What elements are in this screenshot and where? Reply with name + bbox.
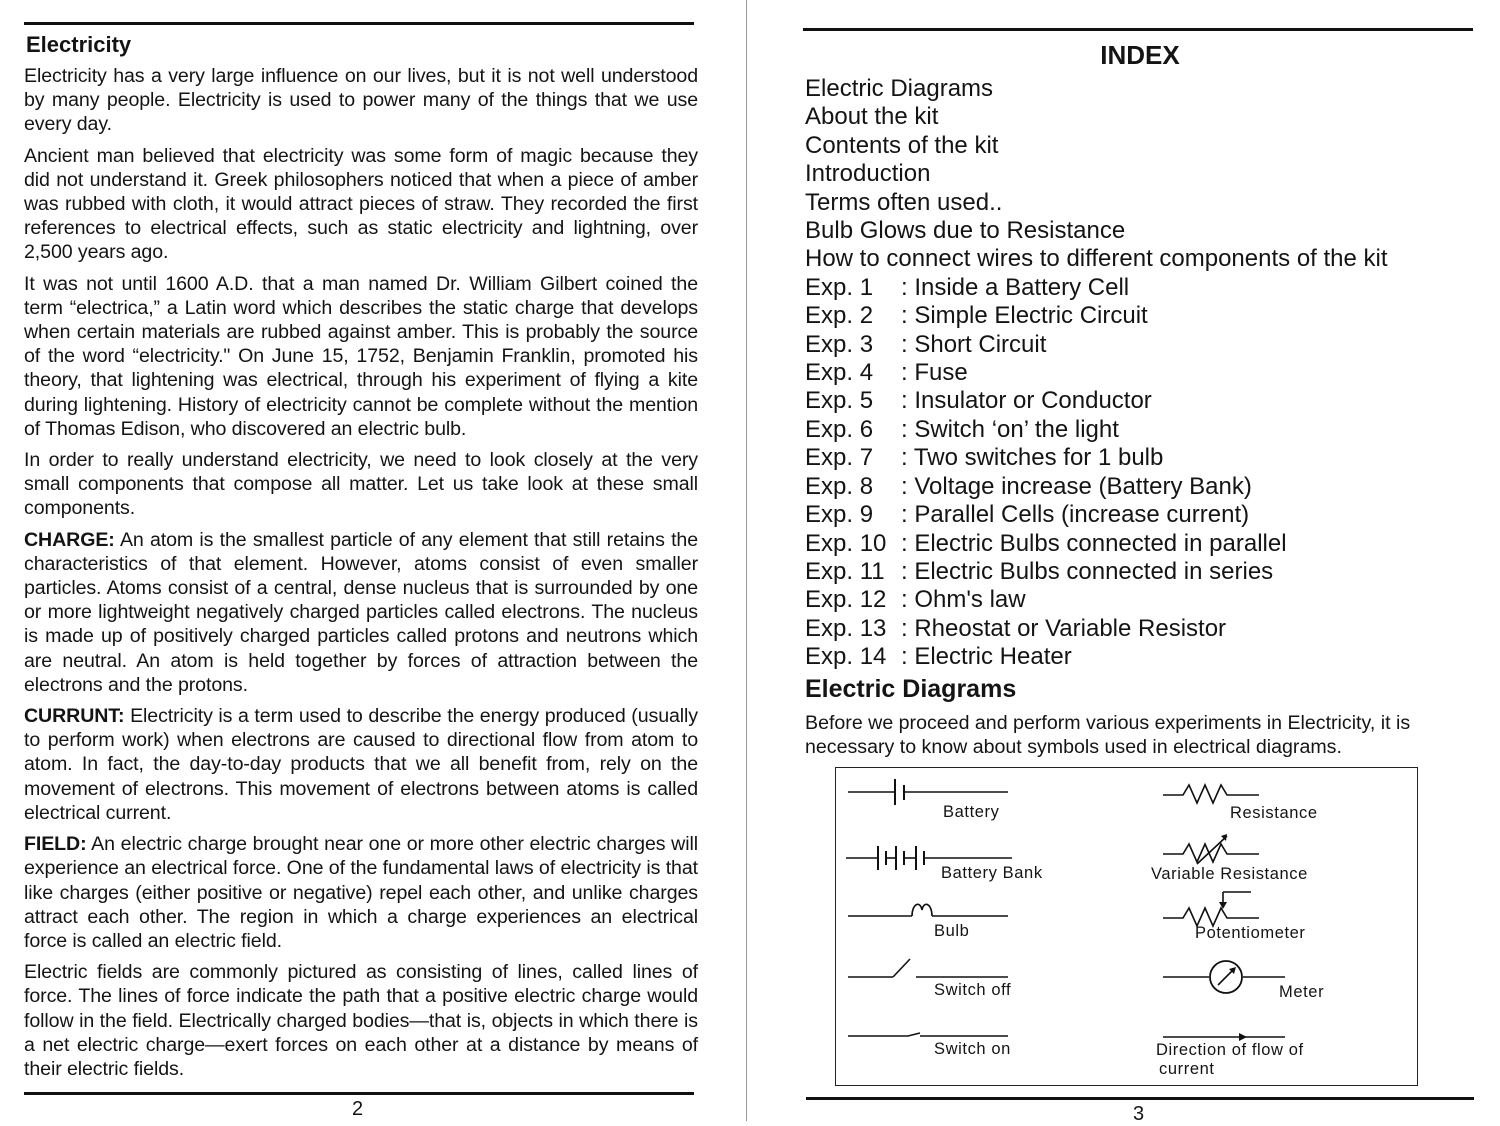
- top-rule-left: [24, 22, 694, 25]
- index-item-number: Exp. 13: [805, 614, 887, 642]
- index-item: [805, 103, 1475, 131]
- electricity-heading: Electricity: [26, 32, 132, 57]
- gutter-line: [746, 0, 747, 1121]
- meter-symbol-icon: [1163, 960, 1288, 994]
- index-item: [805, 530, 1475, 558]
- variable-resistance-symbol-icon: [1163, 832, 1263, 866]
- index-item: [805, 160, 1475, 188]
- index-item-number: Exp. 1: [805, 273, 874, 301]
- index-item-label: : Electric Bulbs connected in parallel: [901, 529, 1287, 557]
- paragraph: [24, 64, 698, 137]
- index-item-number: Exp. 8: [805, 472, 874, 500]
- index-item-label: : Simple Electric Circuit: [901, 302, 1148, 330]
- index-item: [805, 501, 1475, 529]
- index-item: [805, 643, 1475, 671]
- paragraph-text: Electricity has a very large influence on our lives, but it is not well understood by many people. Electricity is used to power many of the things that we use every day.: [24, 65, 698, 136]
- index-item-label: How to connect wires to different components of the kit: [805, 245, 1388, 273]
- index-item-number: Exp. 10: [805, 529, 887, 557]
- paragraph: [24, 832, 698, 953]
- paragraph-text: It was not until 1600 A.D. that a man named Dr. William Gilbert coined the term “electrica,” a Latin word which describes the static charge that develops when certain materials are rubbed against amber. This is probably the source of the word “electricity." On June 15, 1752, Benjamin Franklin, promoted his theory, that lightening was electrical, through his experiment of flying a kite during lightening. History of electricity cannot be complete without the mention of Thomas Edison, who discovered an electric bulb.: [24, 272, 698, 440]
- page-number-right: 3: [1133, 1103, 1145, 1125]
- bulb-label: Bulb: [934, 922, 970, 940]
- electric-diagrams-heading: Electric Diagrams: [805, 674, 1017, 703]
- paragraph-text: Electric fields are commonly pictured as consisting of lines, called lines of force. The lines of force indicate the path that a positive electric charge would follow in the field. Electrically charged bodies—that is, objects in which there is a net electric charge—exert forces on each other at a distance by means of their electric fields.: [24, 961, 698, 1080]
- index-item-label: Bulb Glows due to Resistance: [805, 217, 1126, 245]
- index-item-label: : Fuse: [901, 359, 968, 387]
- bottom-rule-left: [24, 1092, 694, 1095]
- index-item-label: : Electric Heater: [901, 643, 1072, 671]
- paragraph: [24, 960, 698, 1081]
- index-item-label: : Inside a Battery Cell: [901, 273, 1130, 301]
- index-item-label: : Two switches for 1 bulb: [901, 444, 1164, 472]
- index-item: [805, 331, 1475, 359]
- index-item: [805, 444, 1475, 472]
- index-item-number: Exp. 2: [805, 302, 874, 330]
- index-item: [805, 302, 1475, 330]
- bulb-symbol-icon: [848, 896, 1013, 922]
- paragraph-text: Ancient man believed that electricity was some form of magic because they did not understand it. Greek philosophers noticed that when a piece of amber was rubbed with cloth, it would attract pieces of straw. They recorded the first references to electrical effects, such as static electricity and lightning, over 2,500 years ago.: [24, 144, 698, 264]
- index-item: [805, 615, 1475, 643]
- index-item-number: Exp. 7: [805, 444, 874, 472]
- index-item-label: Terms often used..: [805, 188, 1003, 216]
- index-item-label: : Insulator or Conductor: [901, 387, 1152, 415]
- electric-diagrams-intro: Before we proceed and perform various experiments in Electricity, it is necessary to know about symbols used in electrical diagrams.: [805, 711, 1411, 758]
- index-item-number: Exp. 4: [805, 359, 874, 387]
- index-item-number: Exp. 11: [805, 557, 885, 585]
- index-title: INDEX: [1100, 40, 1180, 70]
- index-list: [805, 75, 1475, 672]
- paragraph-lead-term: CURRUNT:: [24, 705, 125, 728]
- paragraph-text: In order to really understand electricity, we need to look closely at the very small components that compose all matter. Let us take look at these small components.: [24, 449, 698, 520]
- left-page-body: [24, 64, 698, 1081]
- left-page: [24, 32, 698, 1088]
- index-item: [805, 75, 1475, 103]
- index-item: [805, 274, 1475, 302]
- index-item-label: Electric Diagrams: [805, 75, 994, 102]
- paragraph-text: Electricity is a term used to describe the energy produced (usually to perform work) when electrons are caused to directional flow from atom to atom. In fact, the day-to-day products that we all benefit from, rely on the movement of electrons. This movement of electrons between atoms is called electrical current.: [24, 705, 698, 824]
- index-item-number: Exp. 3: [805, 330, 874, 358]
- index-item-label: Contents of the kit: [805, 131, 999, 159]
- battery-symbol-icon: [848, 776, 1013, 806]
- paragraph: [24, 448, 698, 521]
- index-item-label: : Short Circuit: [901, 330, 1047, 358]
- switch-off-label: Switch off: [934, 981, 1012, 999]
- index-item-label: About the kit: [805, 103, 939, 131]
- top-rule-right: [803, 28, 1473, 31]
- index-item-label: Introduction: [805, 160, 931, 188]
- battery-label: Battery: [943, 803, 1000, 821]
- index-item: [805, 217, 1475, 245]
- switch-on-label: Switch on: [934, 1040, 1011, 1058]
- battery-bank-label: Battery Bank: [941, 864, 1043, 882]
- switch-off-symbol-icon: [848, 957, 1013, 983]
- index-item-label: : Ohm's law: [901, 586, 1026, 614]
- paragraph: [24, 144, 698, 265]
- meter-label: Meter: [1279, 983, 1325, 1001]
- direction-of-flow-label: Direction of flow of: [1156, 1041, 1304, 1059]
- index-item-label: : Electric Bulbs connected in series: [901, 557, 1274, 585]
- index-item: [805, 586, 1475, 614]
- index-item: [805, 416, 1475, 444]
- paragraph-lead-term: FIELD:: [24, 833, 87, 856]
- index-item-number: Exp. 9: [805, 501, 874, 529]
- index-item: [805, 132, 1475, 160]
- index-item-number: Exp. 6: [805, 415, 874, 443]
- paragraph-text: An electric charge brought near one or more other electric charges will experience an electrical force. One of the fundamental laws of electricity is that like charges (either positive or negative) repel each other, and unlike charges attract each other. The region in which a charge experiences an electrical force is called an electric field.: [24, 833, 698, 952]
- direction-of-flow-label-line2: current: [1159, 1060, 1215, 1078]
- paragraph-text: An atom is the smallest particle of any element that still retains the characteristics of that element. However, atoms consist of even smaller particles. Atoms consist of a central, dense nucleus that is surrounded by one or more lightweight negatively charged particles called electrons. The nucleus is made up of positively charged particles called protons and neutrons which are neutral. An atom is held together by forces of attraction between the electrons and the protons.: [24, 528, 699, 696]
- page-number-left: 2: [352, 1098, 364, 1120]
- paragraph: [24, 704, 698, 825]
- index-item-label: : Switch ‘on’ the light: [901, 415, 1119, 443]
- index-item-number: Exp. 12: [805, 586, 887, 614]
- potentiometer-symbol-icon: [1163, 890, 1263, 926]
- index-item-label: : Parallel Cells (increase current): [901, 501, 1250, 529]
- bottom-rule-right: [806, 1097, 1474, 1100]
- index-item: [805, 558, 1475, 586]
- index-item: [805, 359, 1475, 387]
- index-item-number: Exp. 14: [805, 643, 887, 671]
- index-item: [805, 473, 1475, 501]
- resistance-label: Resistance: [1230, 804, 1318, 822]
- variable-resistance-label: Variable Resistance: [1151, 865, 1308, 883]
- index-item: [805, 245, 1475, 273]
- right-page: [805, 40, 1475, 759]
- index-item-label: : Rheostat or Variable Resistor: [901, 614, 1227, 642]
- index-item-label: : Voltage increase (Battery Bank): [901, 472, 1252, 500]
- potentiometer-label: Potentiometer: [1195, 924, 1306, 942]
- paragraph: [24, 272, 698, 441]
- paragraph: [24, 528, 698, 697]
- index-item-number: Exp. 5: [805, 387, 874, 415]
- index-item: [805, 189, 1475, 217]
- index-item: [805, 387, 1475, 415]
- paragraph-lead-term: CHARGE:: [24, 528, 115, 551]
- resistance-symbol-icon: [1163, 781, 1263, 805]
